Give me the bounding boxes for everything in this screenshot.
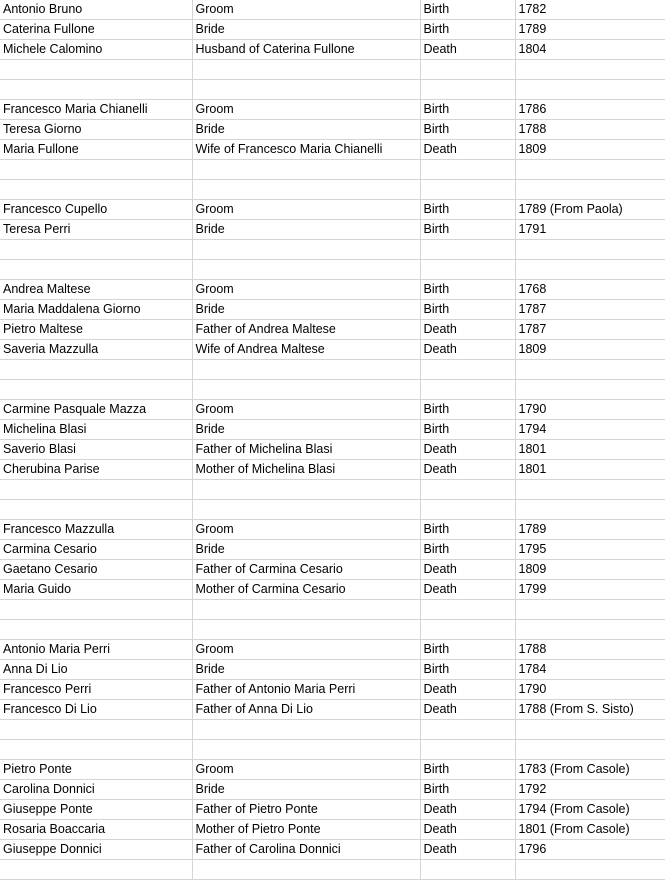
year-cell[interactable]: 1787	[515, 300, 665, 320]
year-cell[interactable]: 1790	[515, 400, 665, 420]
event-cell[interactable]	[420, 180, 515, 200]
name-cell[interactable]: Maria Maddalena Giorno	[0, 300, 192, 320]
year-cell[interactable]	[515, 740, 665, 760]
event-cell[interactable]: Birth	[420, 220, 515, 240]
year-cell[interactable]	[515, 80, 665, 100]
relation-cell[interactable]: Groom	[192, 280, 420, 300]
relation-cell[interactable]	[192, 240, 420, 260]
relation-cell[interactable]	[192, 720, 420, 740]
year-cell[interactable]: 1786	[515, 100, 665, 120]
table-row	[0, 840, 665, 860]
relation-cell[interactable]: Groom	[192, 100, 420, 120]
name-cell[interactable]	[0, 260, 192, 280]
relation-cell[interactable]	[192, 380, 420, 400]
relation-cell[interactable]	[192, 80, 420, 100]
table-row	[0, 760, 665, 780]
event-cell[interactable]: Birth	[420, 0, 515, 20]
event-cell[interactable]: Birth	[420, 280, 515, 300]
table-row	[0, 680, 665, 700]
relation-cell[interactable]: Mother of Michelina Blasi	[192, 460, 420, 480]
year-cell[interactable]: 1792	[515, 780, 665, 800]
name-cell[interactable]: Anna Di Lio	[0, 660, 192, 680]
name-cell[interactable]: Giuseppe Donnici	[0, 840, 192, 860]
name-cell[interactable]: Pietro Ponte	[0, 760, 192, 780]
name-cell[interactable]: Teresa Perri	[0, 220, 192, 240]
event-cell[interactable]: Death	[420, 460, 515, 480]
event-cell[interactable]: Death	[420, 560, 515, 580]
year-cell[interactable]	[515, 260, 665, 280]
relation-cell[interactable]: Father of Michelina Blasi	[192, 440, 420, 460]
year-cell[interactable]	[515, 860, 665, 880]
name-cell[interactable]: Michelina Blasi	[0, 420, 192, 440]
name-cell[interactable]	[0, 860, 192, 880]
relation-cell[interactable]: Bride	[192, 300, 420, 320]
relation-cell[interactable]: Father of Andrea Maltese	[192, 320, 420, 340]
table-row	[0, 560, 665, 580]
table-row	[0, 300, 665, 320]
table-row	[0, 860, 665, 880]
relation-cell[interactable]	[192, 500, 420, 520]
year-cell[interactable]: 1784	[515, 660, 665, 680]
relation-cell[interactable]: Husband of Caterina Fullone	[192, 40, 420, 60]
name-cell[interactable]: Francesco Maria Chianelli	[0, 100, 192, 120]
year-cell[interactable]: 1801 (From Casole)	[515, 820, 665, 840]
table-row	[0, 40, 665, 60]
relation-cell[interactable]: Mother of Carmina Cesario	[192, 580, 420, 600]
event-cell[interactable]: Birth	[420, 640, 515, 660]
year-cell[interactable]: 1799	[515, 580, 665, 600]
event-cell[interactable]	[420, 860, 515, 880]
event-cell[interactable]	[420, 740, 515, 760]
relation-cell[interactable]	[192, 160, 420, 180]
event-cell[interactable]	[420, 260, 515, 280]
event-cell[interactable]: Death	[420, 320, 515, 340]
event-cell[interactable]: Birth	[420, 780, 515, 800]
name-cell[interactable]: Andrea Maltese	[0, 280, 192, 300]
event-cell[interactable]: Death	[420, 700, 515, 720]
relation-cell[interactable]: Bride	[192, 780, 420, 800]
name-cell[interactable]	[0, 360, 192, 380]
event-cell[interactable]	[420, 620, 515, 640]
year-cell[interactable]	[515, 620, 665, 640]
name-cell[interactable]: Francesco Perri	[0, 680, 192, 700]
year-cell[interactable]: 1794 (From Casole)	[515, 800, 665, 820]
year-cell[interactable]: 1789	[515, 520, 665, 540]
event-cell[interactable]	[420, 60, 515, 80]
table-row	[0, 140, 665, 160]
table-row	[0, 380, 665, 400]
table-row	[0, 180, 665, 200]
name-cell[interactable]: Maria Guido	[0, 580, 192, 600]
table-row	[0, 200, 665, 220]
relation-cell[interactable]: Groom	[192, 760, 420, 780]
event-cell[interactable]: Death	[420, 680, 515, 700]
relation-cell[interactable]: Father of Anna Di Lio	[192, 700, 420, 720]
relation-cell[interactable]: Father of Carmina Cesario	[192, 560, 420, 580]
event-cell[interactable]	[420, 500, 515, 520]
event-cell[interactable]	[420, 720, 515, 740]
name-cell[interactable]: Gaetano Cesario	[0, 560, 192, 580]
table-row	[0, 440, 665, 460]
relation-cell[interactable]: Groom	[192, 200, 420, 220]
year-cell[interactable]: 1796	[515, 840, 665, 860]
name-cell[interactable]: Maria Fullone	[0, 140, 192, 160]
name-cell[interactable]: Caterina Fullone	[0, 20, 192, 40]
relation-cell[interactable]: Mother of Pietro Ponte	[192, 820, 420, 840]
table-row	[0, 820, 665, 840]
event-cell[interactable]: Birth	[420, 660, 515, 680]
relation-cell[interactable]	[192, 860, 420, 880]
name-cell[interactable]: Giuseppe Ponte	[0, 800, 192, 820]
name-cell[interactable]: Antonio Bruno	[0, 0, 192, 20]
event-cell[interactable]: Birth	[420, 760, 515, 780]
event-cell[interactable]: Birth	[420, 200, 515, 220]
relation-cell[interactable]	[192, 60, 420, 80]
year-cell[interactable]: 1783 (From Casole)	[515, 760, 665, 780]
table-row	[0, 660, 665, 680]
name-cell[interactable]: Francesco Cupello	[0, 200, 192, 220]
table-row	[0, 220, 665, 240]
year-cell[interactable]: 1789 (From Paola)	[515, 200, 665, 220]
name-cell[interactable]	[0, 740, 192, 760]
year-cell[interactable]: 1809	[515, 340, 665, 360]
name-cell[interactable]: Saverio Blasi	[0, 440, 192, 460]
year-cell[interactable]	[515, 360, 665, 380]
table-row	[0, 20, 665, 40]
relation-cell[interactable]: Father of Antonio Maria Perri	[192, 680, 420, 700]
table-row	[0, 580, 665, 600]
name-cell[interactable]: Carmina Cesario	[0, 540, 192, 560]
event-cell[interactable]	[420, 380, 515, 400]
name-cell[interactable]: Rosaria Boaccaria	[0, 820, 192, 840]
event-cell[interactable]: Birth	[420, 20, 515, 40]
name-cell[interactable]	[0, 160, 192, 180]
table-row	[0, 0, 665, 20]
relation-cell[interactable]	[192, 620, 420, 640]
table-row	[0, 700, 665, 720]
table-row	[0, 400, 665, 420]
name-cell[interactable]: Teresa Giorno	[0, 120, 192, 140]
name-cell[interactable]: Francesco Mazzulla	[0, 520, 192, 540]
table-row	[0, 340, 665, 360]
event-cell[interactable]: Birth	[420, 300, 515, 320]
relation-cell[interactable]	[192, 480, 420, 500]
relation-cell[interactable]: Bride	[192, 420, 420, 440]
table-row	[0, 280, 665, 300]
year-cell[interactable]	[515, 480, 665, 500]
table-row	[0, 600, 665, 620]
name-cell[interactable]	[0, 620, 192, 640]
name-cell[interactable]: Francesco Di Lio	[0, 700, 192, 720]
event-cell[interactable]: Death	[420, 820, 515, 840]
year-cell[interactable]: 1787	[515, 320, 665, 340]
relation-cell[interactable]	[192, 180, 420, 200]
relation-cell[interactable]: Bride	[192, 660, 420, 680]
table-row	[0, 500, 665, 520]
relation-cell[interactable]: Bride	[192, 20, 420, 40]
name-cell[interactable]	[0, 600, 192, 620]
name-cell[interactable]	[0, 480, 192, 500]
name-cell[interactable]: Michele Calomino	[0, 40, 192, 60]
name-cell[interactable]	[0, 380, 192, 400]
year-cell[interactable]	[515, 240, 665, 260]
year-cell[interactable]: 1790	[515, 680, 665, 700]
year-cell[interactable]	[515, 380, 665, 400]
table-row	[0, 80, 665, 100]
event-cell[interactable]	[420, 80, 515, 100]
event-cell[interactable]: Birth	[420, 120, 515, 140]
year-cell[interactable]: 1801	[515, 440, 665, 460]
relation-cell[interactable]: Wife of Andrea Maltese	[192, 340, 420, 360]
year-cell[interactable]: 1791	[515, 220, 665, 240]
table-row	[0, 120, 665, 140]
relation-cell[interactable]: Groom	[192, 640, 420, 660]
event-cell[interactable]: Death	[420, 40, 515, 60]
year-cell[interactable]	[515, 600, 665, 620]
relation-cell[interactable]	[192, 260, 420, 280]
name-cell[interactable]	[0, 720, 192, 740]
table-row	[0, 100, 665, 120]
year-cell[interactable]: 1768	[515, 280, 665, 300]
event-cell[interactable]: Death	[420, 580, 515, 600]
relation-cell[interactable]: Bride	[192, 540, 420, 560]
event-cell[interactable]	[420, 360, 515, 380]
year-cell[interactable]: 1804	[515, 40, 665, 60]
year-cell[interactable]: 1788	[515, 120, 665, 140]
table-row	[0, 620, 665, 640]
name-cell[interactable]	[0, 80, 192, 100]
year-cell[interactable]	[515, 60, 665, 80]
relation-cell[interactable]	[192, 600, 420, 620]
table-row	[0, 640, 665, 660]
year-cell[interactable]: 1788 (From S. Sisto)	[515, 700, 665, 720]
event-cell[interactable]: Death	[420, 440, 515, 460]
event-cell[interactable]: Birth	[420, 100, 515, 120]
event-cell[interactable]: Birth	[420, 420, 515, 440]
relation-cell[interactable]: Groom	[192, 400, 420, 420]
table-row	[0, 60, 665, 80]
year-cell[interactable]: 1809	[515, 140, 665, 160]
table-row	[0, 520, 665, 540]
table-row	[0, 320, 665, 340]
table-row	[0, 720, 665, 740]
relation-cell[interactable]: Father of Pietro Ponte	[192, 800, 420, 820]
year-cell[interactable]	[515, 180, 665, 200]
event-cell[interactable]: Birth	[420, 400, 515, 420]
table-row	[0, 740, 665, 760]
year-cell[interactable]: 1801	[515, 460, 665, 480]
event-cell[interactable]: Death	[420, 840, 515, 860]
year-cell[interactable]: 1809	[515, 560, 665, 580]
event-cell[interactable]: Birth	[420, 540, 515, 560]
name-cell[interactable]: Antonio Maria Perri	[0, 640, 192, 660]
year-cell[interactable]	[515, 720, 665, 740]
relation-cell[interactable]	[192, 740, 420, 760]
name-cell[interactable]	[0, 60, 192, 80]
year-cell[interactable]: 1782	[515, 0, 665, 20]
relation-cell[interactable]: Wife of Francesco Maria Chianelli	[192, 140, 420, 160]
relation-cell[interactable]: Bride	[192, 120, 420, 140]
year-cell[interactable]	[515, 160, 665, 180]
table-row	[0, 460, 665, 480]
year-cell[interactable]: 1794	[515, 420, 665, 440]
relation-cell[interactable]: Groom	[192, 0, 420, 20]
year-cell[interactable]: 1795	[515, 540, 665, 560]
event-cell[interactable]	[420, 240, 515, 260]
year-cell[interactable]: 1789	[515, 20, 665, 40]
name-cell[interactable]	[0, 180, 192, 200]
event-cell[interactable]: Death	[420, 800, 515, 820]
name-cell[interactable]	[0, 500, 192, 520]
name-cell[interactable]: Cherubina Parise	[0, 460, 192, 480]
relation-cell[interactable]	[192, 360, 420, 380]
event-cell[interactable]: Death	[420, 140, 515, 160]
event-cell[interactable]: Birth	[420, 520, 515, 540]
event-cell[interactable]	[420, 160, 515, 180]
name-cell[interactable]: Carmine Pasquale Mazza	[0, 400, 192, 420]
year-cell[interactable]: 1788	[515, 640, 665, 660]
table-row	[0, 240, 665, 260]
name-cell[interactable]: Saveria Mazzulla	[0, 340, 192, 360]
table-row	[0, 160, 665, 180]
event-cell[interactable]	[420, 480, 515, 500]
table-row	[0, 800, 665, 820]
table-row	[0, 480, 665, 500]
relation-cell[interactable]: Groom	[192, 520, 420, 540]
relation-cell[interactable]: Father of Carolina Donnici	[192, 840, 420, 860]
year-cell[interactable]	[515, 500, 665, 520]
event-cell[interactable]	[420, 600, 515, 620]
event-cell[interactable]: Death	[420, 340, 515, 360]
table-row	[0, 260, 665, 280]
table-row	[0, 360, 665, 380]
relation-cell[interactable]: Bride	[192, 220, 420, 240]
name-cell[interactable]	[0, 240, 192, 260]
table-row	[0, 540, 665, 560]
table-row	[0, 420, 665, 440]
name-cell[interactable]: Carolina Donnici	[0, 780, 192, 800]
table-row	[0, 780, 665, 800]
name-cell[interactable]: Pietro Maltese	[0, 320, 192, 340]
